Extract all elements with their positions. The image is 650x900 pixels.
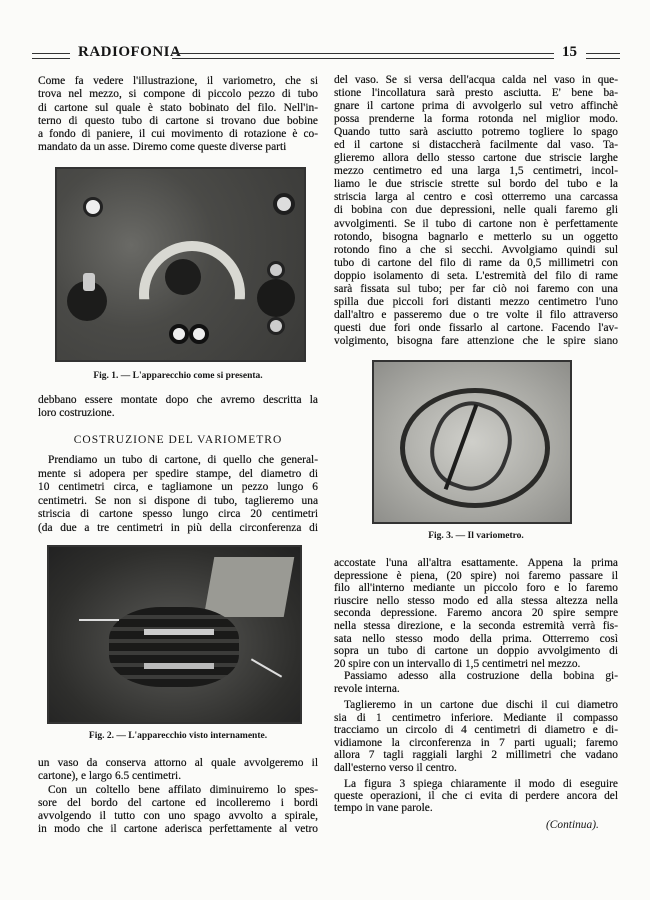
paragraph — [334, 699, 618, 775]
text-line: trova nel mezzo, si compone di piccolo pezzo di tubo — [38, 88, 318, 101]
text-line: vidiamone la circonferenza in 7 parti uguali; faremo — [334, 736, 618, 749]
text-line: (da due a tre centimetri in più della circonferenza di — [38, 521, 318, 534]
panel-board — [204, 557, 295, 617]
text-line: avvolgendo il tutto con uno spago avvolto a spirale, — [38, 810, 318, 822]
text-line: spilla due piccoli fori distanti mezzo centimetro l'uno — [334, 295, 618, 308]
text-line: di cartone sul quale è stato bobinato del filo. Nell'in- — [38, 101, 318, 114]
text-line: Con un coltello bene affilato diminuiremo lo spes- — [48, 784, 318, 796]
text-line: sia di 1 centimetro inferiore. Mediante il compasso — [334, 711, 618, 724]
text-line: possa prenderne la forma rotonda nel miglior modo. — [334, 113, 618, 126]
text-line: di bobina con due depressioni, nelle quali faremo gli — [334, 204, 618, 217]
text-line: allora 7 tagli raggiali larghi 2 millimetri che vadano — [334, 749, 618, 762]
paragraph — [334, 557, 618, 670]
header-rule-left — [32, 53, 70, 59]
text-line: mezzo centimetro ed una larga 1,5 centimetri, incol- — [334, 165, 618, 178]
text-line: Come fa vedere l'illustrazione, il variometro, che si — [38, 75, 318, 87]
figure-3-photo — [372, 360, 572, 524]
text-line: Prendiamo un tubo di cartone, di quello che general- — [48, 454, 318, 466]
terminal-knob — [83, 197, 103, 217]
text-line: striscia larga al centro e così otterremo una carcassa — [334, 191, 618, 204]
text-line: sore del bordo del cartone ed incolleremo i bordi — [38, 797, 318, 809]
text-line: filo all'interno mediante un piccolo foro e lo faremo — [334, 582, 618, 595]
paragraph — [334, 778, 618, 814]
text-line: del vaso. Se si versa dell'acqua calda nel vaso in que- — [334, 74, 618, 86]
text-line: sopra un tubo di cartone un doppio avvolgimento di — [334, 645, 618, 658]
text-line: loro costruzione. — [38, 407, 115, 419]
text-line: terno di questo tubo di cartone si trovano due bobine — [38, 114, 318, 127]
figure-2-caption: Fig. 2. — L'apparecchio visto internamente. — [88, 731, 268, 741]
text-line: riuscire nello stesso modo ed alla stessa altezza nella — [334, 594, 618, 607]
text-line: gnare il cartone prima di avvolgerlo sul vetro affinchè — [334, 100, 618, 113]
text-line: ed il cartone si distaccherà facilmente dal vaso. Ta- — [334, 139, 618, 152]
text-line: Passiamo adesso alla costruzione della bobina gi- — [344, 670, 618, 682]
text-line: doppio isolamento di seta. L'estremità del filo di rame — [334, 269, 618, 282]
text-line: sata nello stesso modo della prima. Otterremo così — [334, 632, 618, 645]
text-line: tubo di cartone del filo di rame da 0,5 millimetri con — [334, 256, 618, 269]
coil — [109, 607, 239, 687]
terminal-knob — [169, 324, 189, 344]
terminal-knob — [273, 193, 295, 215]
text-line: avvolgimenti. Se il tubo di cartone non è perfettamente — [334, 217, 618, 230]
paragraph — [38, 784, 318, 836]
figure-1-caption: Fig. 1. — L'apparecchio come si presenta. — [93, 371, 263, 381]
paragraph — [38, 75, 318, 155]
text-line: rotondo fino a che si secchi. Avvolgiamo quindi sul — [334, 243, 618, 256]
coil-band — [144, 663, 214, 669]
text-line: stione l'incollatura sarà presto asciutta. E' bene ba- — [334, 87, 618, 100]
right-knob — [257, 279, 295, 317]
text-line: sarà fissata sul tubo; per far ciò noi faremo con una — [334, 282, 618, 295]
text-line: Taglieremo in un cartone due dischi il cui diametro — [344, 699, 618, 711]
text-line: questi due fori onde fissarlo al cartone. Facendo l'av- — [334, 321, 618, 334]
text-line: liamo le due striscie strette sul bordo del tubo e la — [334, 178, 618, 191]
text-line: volgimento, bisogna fare attenzione che le spire siano — [334, 334, 618, 347]
text-line: in modo che il cartone aderisca perfettamente al vetro — [38, 823, 318, 835]
figure-2-photo — [47, 545, 302, 724]
text-line: nella stessa direzione, e la seconda estremità verrà fis- — [334, 619, 618, 632]
text-line: dall'altro e passeremo due o tre volte il filo attraverso — [334, 308, 618, 321]
text-line: glieremo allora dello stesso cartone due striscie larghe — [334, 152, 618, 165]
paragraph — [38, 757, 318, 783]
text-line: mente si adopera per spedire stampe, del diametro di — [38, 467, 318, 480]
paragraph — [38, 394, 318, 420]
text-line: rotondo, bisogna bagnarlo e metterlo su un oggetto — [334, 230, 618, 243]
page-number: 15 — [562, 44, 577, 60]
terminal-knob — [267, 261, 285, 279]
text-line: un vaso da conserva attorno al quale avvolgeremo il — [38, 757, 318, 769]
text-line: a fondo di paniere, il cui movimento di rotazione è co- — [38, 128, 318, 141]
text-line: accostate l'una all'altra esattamente. Appena la prima — [334, 557, 618, 569]
text-line: striscia di cartone spesso lungo circa 20 centimetri — [38, 508, 318, 521]
text-line: queste operazioni, il che ci evita di perdere ancora del — [334, 790, 618, 802]
text-line: revole interna. — [334, 682, 400, 695]
text-line: Quando tutto sarà asciutto potremo togliere lo spago — [334, 126, 618, 139]
wire — [251, 658, 282, 677]
text-line: mandato da un asse. Diremo come queste diverse parti — [38, 141, 287, 154]
text-line: La figura 3 spiega chiaramente il modo di eseguire — [344, 778, 618, 790]
paragraph — [334, 74, 618, 348]
header-rule-middle — [172, 53, 554, 59]
header-rule-right — [586, 53, 620, 59]
coil-band — [144, 629, 214, 635]
paragraph — [334, 670, 618, 695]
text-line: cartone), e largo 6.5 centimetri. — [38, 770, 182, 782]
wire — [79, 619, 119, 621]
text-line: dall'esterno verso il centro. — [334, 761, 457, 774]
text-line: depressione è piena, (20 spire) noi faremo passare il — [334, 569, 618, 582]
text-line: debbano essere montate dopo che avremo descritta la — [38, 394, 318, 406]
text-line: tempo in vane parole. — [334, 802, 433, 814]
text-line: tracciamo un circolo di 4 centimetri di diametro e di- — [334, 724, 618, 737]
paragraph — [38, 454, 318, 536]
figure-3-caption: Fig. 3. — Il variometro. — [428, 531, 524, 541]
switch — [83, 273, 95, 291]
text-line: 10 centimetri circa, e tagliamone un pezzo lungo 6 — [38, 481, 318, 494]
section-heading: COSTRUZIONE DEL VARIOMETRO — [73, 434, 283, 446]
terminal-knob — [267, 317, 285, 335]
journal-title: RADIOFONIA — [78, 44, 182, 60]
text-line: seconda depressione. Faremo ancora 20 spire sempre — [334, 607, 618, 620]
text-line: 20 spire con un intervallo di 1,5 centimetri nel mezzo. — [334, 657, 581, 670]
figure-1-photo — [55, 167, 306, 362]
text-line: centimetri. Se non si dispone di tubo, taglieremo una — [38, 494, 318, 507]
continued-note: (Continua). — [546, 819, 599, 831]
terminal-knob — [189, 324, 209, 344]
dial-knob — [165, 259, 201, 295]
